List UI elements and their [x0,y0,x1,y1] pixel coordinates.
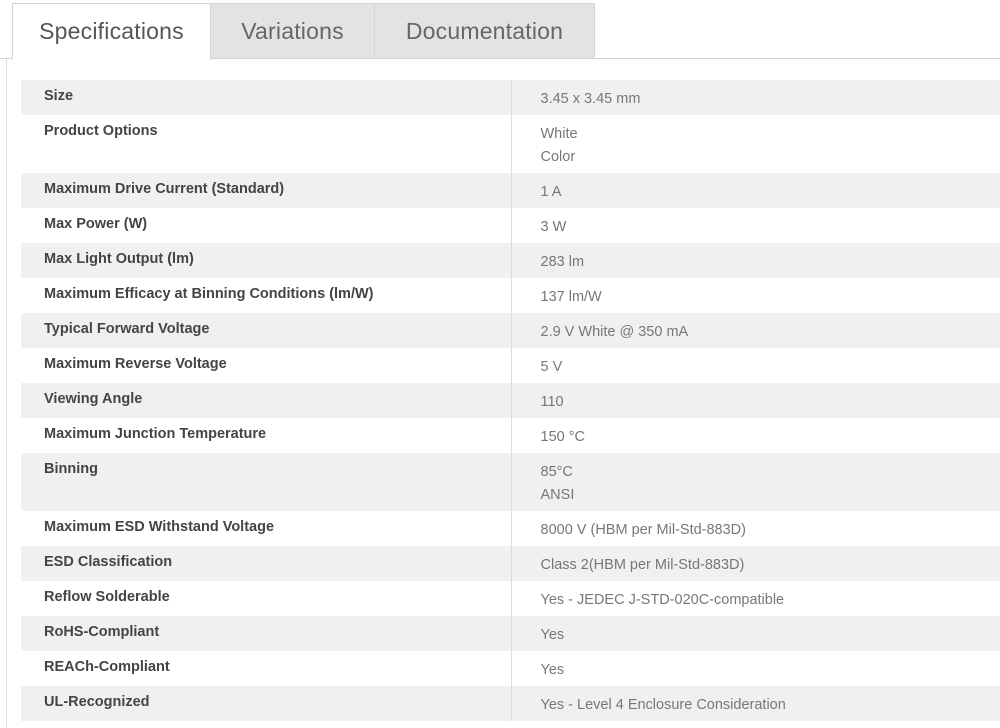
spec-value-line: Yes - JEDEC J-STD-020C-compatible [541,589,1000,612]
spec-value [511,453,1000,511]
spec-label: Maximum Efficacy at Binning Conditions (lm/W) [21,278,511,313]
spec-label: Typical Forward Voltage [21,313,511,348]
table-row [21,173,1000,208]
spec-value-line: Color [541,146,1000,169]
tab-bar [0,0,1000,59]
spec-value [511,546,1000,581]
table-row [21,243,1000,278]
table-row [21,208,1000,243]
table-row [21,453,1000,511]
spec-label: Size [21,80,511,115]
tab-variations[interactable]: Variations [211,3,375,59]
tab-specifications[interactable]: Specifications [12,3,211,60]
table-row [21,348,1000,383]
spec-value [511,616,1000,651]
table-row [21,651,1000,686]
spec-value-line: 3 W [541,216,1000,239]
spec-label: RoHS-Compliant [21,616,511,651]
spec-value-line: 283 lm [541,251,1000,274]
spec-value [511,278,1000,313]
spec-value [511,418,1000,453]
spec-value-line: 150 °C [541,426,1000,449]
spec-label: Product Options [21,115,511,173]
spec-value [511,383,1000,418]
spec-value [511,511,1000,546]
spec-value-line: 3.45 x 3.45 mm [541,88,1000,111]
spec-value [511,348,1000,383]
spec-label: REACh-Compliant [21,651,511,686]
spec-value [511,313,1000,348]
spec-value [511,173,1000,208]
spec-label: Reflow Solderable [21,581,511,616]
table-row [21,686,1000,721]
spec-label: ESD Classification [21,546,511,581]
table-row [21,546,1000,581]
tab-documentation[interactable]: Documentation [375,3,595,59]
spec-value-line: Yes [541,624,1000,647]
spec-label: Maximum Drive Current (Standard) [21,173,511,208]
spec-value-line: White [541,123,1000,146]
spec-value [511,208,1000,243]
table-row [21,616,1000,651]
spec-label: Viewing Angle [21,383,511,418]
table-row [21,383,1000,418]
spec-value [511,80,1000,115]
spec-label: Maximum Reverse Voltage [21,348,511,383]
spec-value-line: 2.9 V White @ 350 mA [541,321,1000,344]
spec-label: Maximum Junction Temperature [21,418,511,453]
spec-value [511,243,1000,278]
spec-label: Max Power (W) [21,208,511,243]
specifications-table [21,80,1000,721]
spec-value [511,651,1000,686]
spec-value-line: ANSI [541,484,1000,507]
spec-value [511,686,1000,721]
spec-value-line: Yes - Level 4 Enclosure Consideration [541,694,1000,717]
spec-value-line: 8000 V (HBM per Mil-Std-883D) [541,519,1000,542]
spec-value-line: 5 V [541,356,1000,379]
spec-label: UL-Recognized [21,686,511,721]
spec-value-line: 1 A [541,181,1000,204]
spec-value [511,581,1000,616]
table-row [21,278,1000,313]
table-row [21,313,1000,348]
table-row [21,115,1000,173]
spec-value-line: Yes [541,659,1000,682]
spec-label: Maximum ESD Withstand Voltage [21,511,511,546]
spec-label: Max Light Output (lm) [21,243,511,278]
table-row [21,80,1000,115]
table-row [21,418,1000,453]
spec-value [511,115,1000,173]
spec-value-line: 85°C [541,461,1000,484]
spec-value-line: 110 [541,391,1000,414]
table-row [21,581,1000,616]
table-row [21,511,1000,546]
spec-value-line: Class 2(HBM per Mil-Std-883D) [541,554,1000,577]
spec-label: Binning [21,453,511,511]
spec-value-line: 137 lm/W [541,286,1000,309]
